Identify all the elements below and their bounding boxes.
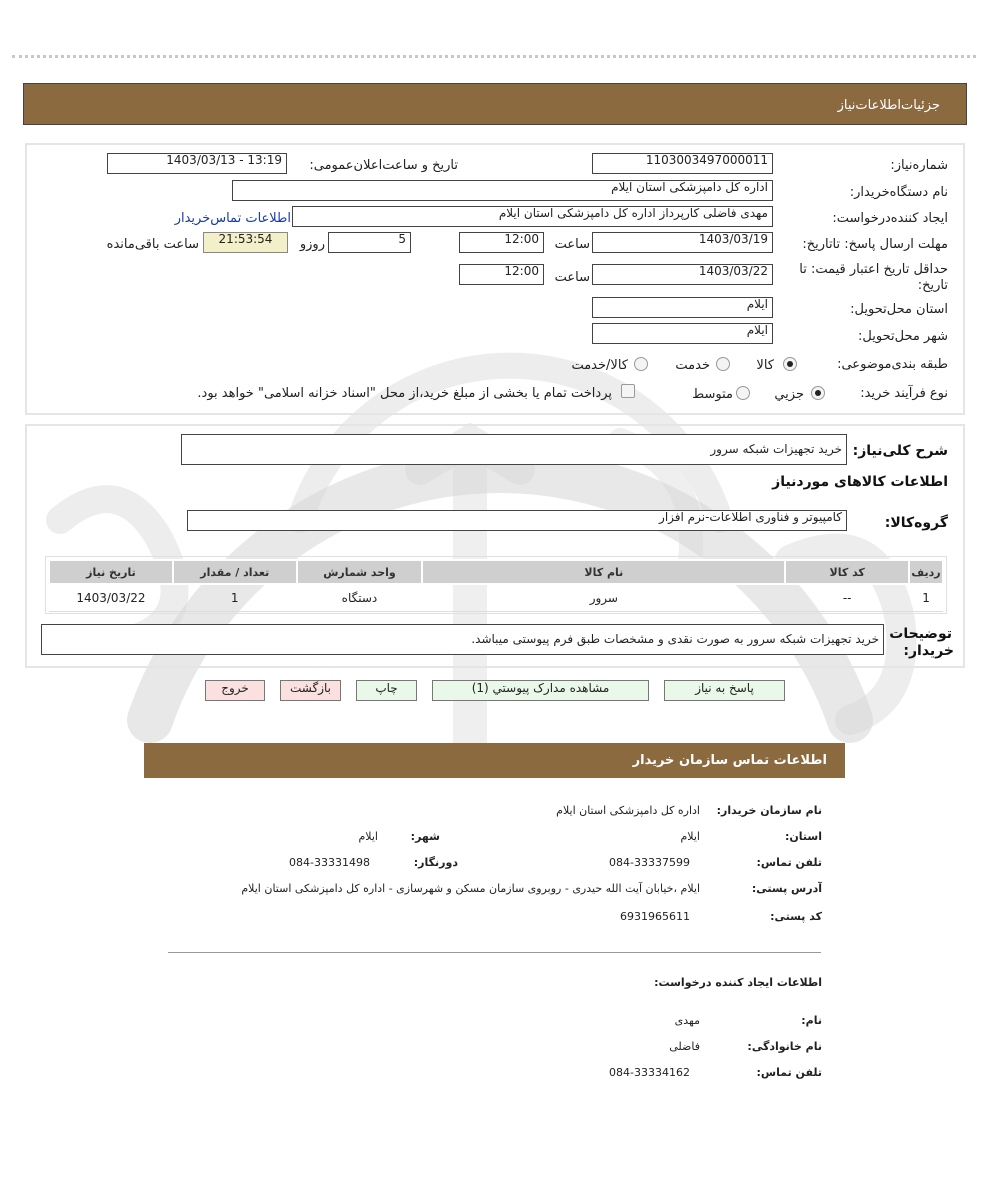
cat-goods-label: کالا: [756, 358, 774, 373]
cat-goods-radio[interactable]: [783, 357, 797, 371]
phone-label: تلفن تماس:: [756, 856, 822, 869]
col-date: تاریخ نیاز: [49, 560, 173, 584]
buyer-notes-label-2: خریدار:: [903, 643, 954, 659]
col-row: ردیف: [909, 560, 943, 584]
items-table: [48, 559, 944, 612]
deadline-time-field: 12:00: [459, 232, 544, 253]
remaining-label: ساعت باقی‌مانده: [106, 237, 199, 252]
group-field: کامپیوتر و فناوری اطلاعات-نرم افزار: [187, 510, 847, 531]
price-valid-time-field: 12:00: [459, 264, 544, 285]
last-name-value: فاضلی: [669, 1040, 700, 1053]
contact-province-value: ایلام: [680, 830, 700, 843]
cell-code: --: [785, 584, 909, 611]
cell-date: 1403/03/22: [49, 584, 173, 611]
deadline-date-field: 1403/03/19: [592, 232, 773, 253]
deadline-time-label: ساعت: [554, 237, 590, 252]
cell-unit: دستگاه: [297, 584, 423, 611]
org-value: اداره کل دامپزشکی استان ایلام: [556, 804, 700, 817]
price-valid-time-label: ساعت: [554, 270, 590, 285]
page-header: [23, 83, 967, 125]
summary-label: شرح کلی‌نیاز:: [852, 443, 948, 459]
contact-province-label: استان:: [785, 830, 822, 843]
postal-value: 6931965611: [620, 910, 690, 923]
print-button[interactable]: چاپ: [356, 680, 417, 701]
fax-label: دورنگار:: [413, 856, 458, 869]
deadline-label: مهلت ارسال پاسخ: تاتاریخ:: [802, 237, 948, 252]
address-label: آدرس پستی:: [751, 882, 822, 895]
buyer-contact-link[interactable]: اطلاعات تماس‌خریدار: [174, 211, 291, 226]
city-field: ایلام: [592, 323, 773, 344]
proc-partial-label: جزیي: [774, 387, 804, 402]
attachments-button[interactable]: مشاهده مدارک پیوستي (1): [432, 680, 649, 701]
need-number-label: شماره‌نیاز:: [890, 158, 948, 173]
summary-field: خرید تجهیزات شبکه سرور: [181, 434, 847, 465]
cat-both-radio[interactable]: [634, 357, 648, 371]
goods-info-title: اطلاعات کالاهای موردنیاز: [772, 474, 948, 490]
req-phone-label: تلفن تماس:: [756, 1066, 822, 1079]
cat-service-label: خدمت: [675, 358, 710, 373]
cell-qty: 1: [173, 584, 297, 611]
category-label: طبقه بندی‌موضوعی:: [837, 357, 948, 372]
page-title: جزئیات‌اطلاعات‌نیاز: [837, 98, 940, 113]
process-label: نوع فرآیند خرید:: [860, 386, 948, 401]
cell-name: سرور: [422, 584, 785, 611]
buyer-notes-field: خرید تجهیزات شبکه سرور به صورت نقدی و مشخصات طبق فرم پیوستی میباشد.: [41, 624, 884, 655]
top-divider: [12, 55, 976, 58]
fax-value: 084-33331498: [289, 856, 370, 869]
need-number-field: 1103003497000011: [592, 153, 773, 174]
exit-button[interactable]: خروج: [205, 680, 265, 701]
postal-label: کد پستی:: [770, 910, 822, 923]
reply-button[interactable]: پاسخ به نیاز: [664, 680, 785, 701]
last-name-label: نام خانوادگی:: [747, 1040, 822, 1053]
group-label: گروه‌کالا:: [884, 515, 948, 531]
price-valid-date-field: 1403/03/22: [592, 264, 773, 285]
col-name: نام کالا: [422, 560, 785, 584]
remaining-time: 21:53:54: [203, 232, 288, 253]
buyer-notes-label: توضیحات: [889, 626, 952, 642]
contact-city-value: ایلام: [358, 830, 378, 843]
province-label: استان محل‌تحویل:: [850, 302, 948, 317]
requester-title: اطلاعات ایجاد کننده درخواست:: [654, 976, 822, 989]
org-label: نام سازمان خریدار:: [716, 804, 822, 817]
price-valid-label: حداقل تاریخ اعتبار قیمت: تا: [799, 262, 948, 277]
col-code: کد کالا: [785, 560, 909, 584]
creator-field: مهدی فاضلی کارپرداز اداره کل دامپزشکی استان ایلام: [292, 206, 773, 227]
phone-value: 084-33337599: [609, 856, 690, 869]
price-valid-label-2: تاریخ:: [917, 278, 948, 293]
creator-label: ایجاد کننده‌درخواست:: [832, 211, 948, 226]
contact-divider: [168, 952, 821, 953]
table-row: [49, 584, 943, 611]
payment-note: پرداخت تمام یا بخشی از مبلغ خرید،از محل "اسناد خزانه اسلامی" خواهد بود.: [197, 386, 612, 401]
buyer-org-field: اداره کل دامپزشکی استان ایلام: [232, 180, 773, 201]
province-field: ایلام: [592, 297, 773, 318]
first-name-label: نام:: [801, 1014, 822, 1027]
back-button[interactable]: بازگشت: [280, 680, 341, 701]
city-label: شهر محل‌تحویل:: [858, 329, 948, 344]
contact-city-label: شهر:: [410, 830, 440, 843]
days-label: روزو: [299, 237, 325, 252]
announce-field: 1403/03/13 - 13:19: [107, 153, 287, 174]
proc-medium-radio[interactable]: [736, 386, 750, 400]
col-qty: تعداد / مقدار: [173, 560, 297, 584]
first-name-value: مهدی: [674, 1014, 700, 1027]
days-field: 5: [328, 232, 411, 253]
col-unit: واحد شمارش: [297, 560, 423, 584]
buyer-org-label: نام دستگاه‌خریدار:: [849, 185, 948, 200]
proc-partial-radio[interactable]: [811, 386, 825, 400]
treasury-checkbox[interactable]: [621, 384, 635, 398]
cat-service-radio[interactable]: [716, 357, 730, 371]
proc-medium-label: متوسط: [692, 387, 733, 402]
address-value: ایلام ،خیابان آیت الله حیدری - روبروی سازمان مسکن و شهرسازی - اداره کل دامپزشکی استان ایلام: [241, 882, 700, 895]
req-phone-value: 084-33334162: [609, 1066, 690, 1079]
announce-label: تاریخ و ساعت‌اعلان‌عمومی:: [309, 158, 458, 173]
cat-both-label: کالا/خدمت: [571, 358, 628, 373]
contact-header: [144, 743, 845, 778]
cell-row: 1: [909, 584, 943, 611]
contact-title: اطلاعات تماس سازمان خریدار: [632, 753, 827, 768]
